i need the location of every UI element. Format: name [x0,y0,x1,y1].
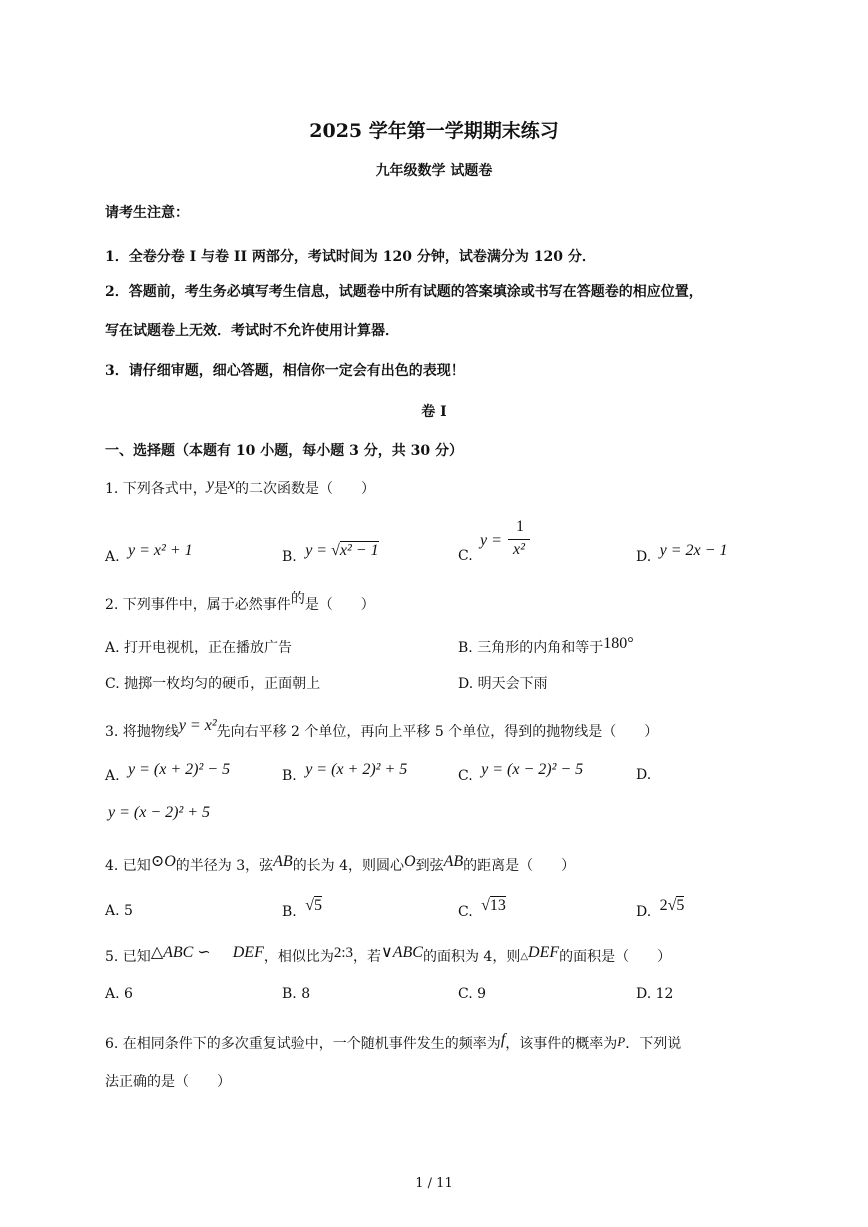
question-2-option-b: B. 三角形的内角和等于180° [458,635,634,656]
question-3-option-b: B. y = (x + 2)² + 5 [282,761,408,784]
question-3-option-a: A. y = (x + 2)² − 5 [105,761,231,784]
question-5-stem: 5. 已知△ABC ∽ DEF，相似比为2:3，若∨ABC的面积为 4，则△DEF的面积是（ ） [105,944,672,965]
sqrt-sign: √ [667,897,677,914]
notice-item-3: 3．请仔细审题，细心答题，相信你一定会有出色的表现！ [105,363,465,379]
question-5-option-d: D. 12 [636,986,674,1002]
sqrt-sign: √ [305,897,314,914]
question-3-option-c: C. y = (x − 2)² − 5 [458,761,584,784]
question-3-option-d-label: D. [636,767,652,783]
fraction-denominator: x² [513,541,525,558]
notice-item-2-cont: 写在试题卷上无效．考试时不允许使用计算器． [105,323,399,339]
question-1-stem: 1. 下列各式中，y是x的二次函数是（ ） [105,476,376,497]
question-1-option-b: B. y = √x² − 1 [282,542,379,565]
sqrt-sign: √ [481,897,490,914]
question-4-option-b: B. √5 [282,897,322,920]
question-4-option-a: A. 5 [105,903,133,919]
question-4-option-d: D. 2√5 [636,897,685,920]
sqrt-sign: √ [331,542,340,559]
notice-item-1: 1．全卷分卷 I 与卷 II 两部分，考试时间为 120 分钟，试卷满分为 120 分． [105,249,596,265]
question-4-option-c: C. √13 [458,897,506,920]
question-5-option-a: A. 6 [105,986,133,1002]
section-heading: 一、选择题（本题有 10 小题，每小题 3 分，共 30 分） [105,443,463,459]
part-heading: 卷 I [421,404,447,420]
question-5-option-c: C. 9 [458,986,487,1002]
question-2-option-c: C. 抛掷一枚均匀的硬币，正面朝上 [105,676,321,692]
question-6-stem: 6. 在相同条件下的多次重复试验中，一个随机事件发生的频率为f，该事件的概率为P．下列说 [105,1031,682,1052]
question-5-option-b: B. 8 [282,986,311,1002]
question-3-stem: 3. 将抛物线y = x²先向右平移 2 个单位，再向上平移 5 个单位，得到的抛物线是（ ） [105,717,659,740]
question-1-option-d: D. y = 2x − 1 [636,542,728,565]
fraction-bar [508,539,530,540]
question-2-option-d: D. 明天会下雨 [458,676,548,692]
question-4-stem: 4. 已知⊙O的半径为 3，弦AB的长为 4，则圆心O到弦AB的距离是（ ） [105,853,576,874]
question-2-stem: 2. 下列事件中，属于必然事件的是（ ） [105,591,375,613]
question-3-option-d: y = (x − 2)² + 5 [108,804,211,821]
question-1-option-c: C. [458,548,473,564]
fraction-numerator: 1 [516,518,524,535]
page-number: 1 / 11 [415,1176,453,1191]
question-1-option-a: A. y = x² + 1 [105,542,193,565]
question-1-option-c-lhs: y = [480,532,502,549]
question-2-option-a: A. 打开电视机，正在播放广告 [105,640,293,656]
triangle-symbol: △ [520,951,529,962]
exam-subtitle: 九年级数学 试题卷 [375,163,493,179]
notice-item-2: 2．答题前，考生务必填写考生信息，试题卷中所有试题的答案填涂或书写在答题卷的相应位置， [105,284,703,300]
question-6-stem-cont: 法正确的是（ ） [105,1074,231,1090]
notice-heading: 请考生注意： [105,205,189,221]
exam-title: 2025 学年第一学期期末练习 [309,120,559,142]
